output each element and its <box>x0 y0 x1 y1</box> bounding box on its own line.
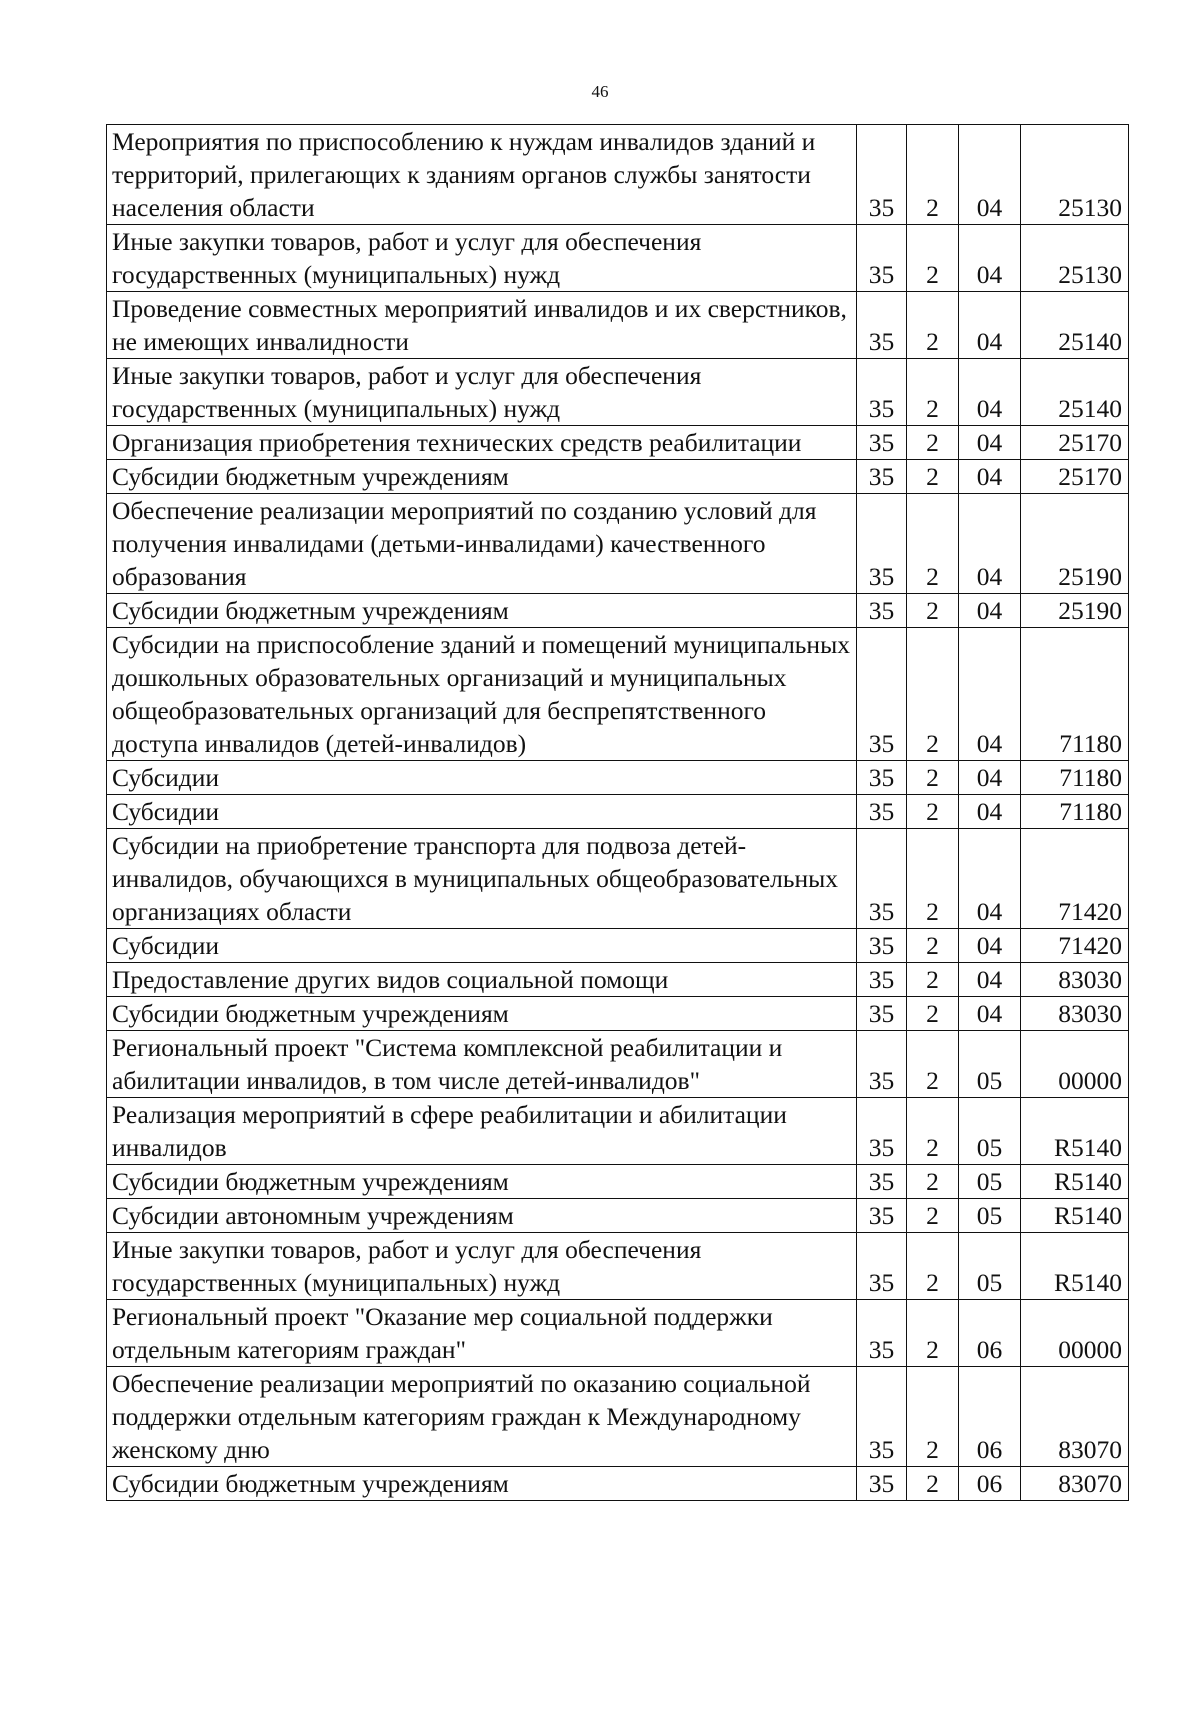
table-row <box>107 1367 1129 1467</box>
row-subsection-cell: 2 <box>907 1199 959 1233</box>
row-group-cell: 04 <box>959 292 1021 359</box>
row-code-cell: 71420 <box>1021 829 1129 929</box>
row-name-cell: Иные закупки товаров, работ и услуг для обеспечения государственных (муниципальных) нужд <box>107 359 857 426</box>
row-name-cell: Мероприятия по приспособлению к нуждам инвалидов зданий и территорий, прилегающих к зданиям органов службы занятости населения области <box>107 125 857 225</box>
row-code-cell: 71180 <box>1021 795 1129 829</box>
row-name-cell: Организация приобретения технических средств реабилитации <box>107 426 857 460</box>
row-name-cell: Субсидии бюджетным учреждениям <box>107 594 857 628</box>
row-code-cell: 71180 <box>1021 761 1129 795</box>
row-group-cell: 04 <box>959 594 1021 628</box>
row-subsection-cell: 2 <box>907 125 959 225</box>
row-subsection-cell: 2 <box>907 225 959 292</box>
table-row <box>107 963 1129 997</box>
row-subsection-cell: 2 <box>907 460 959 494</box>
row-subsection-cell: 2 <box>907 929 959 963</box>
row-code-cell: 25170 <box>1021 460 1129 494</box>
row-subsection-cell: 2 <box>907 426 959 460</box>
row-section-cell: 35 <box>857 460 907 494</box>
table-row <box>107 1467 1129 1501</box>
row-name-cell: Предоставление других видов социальной помощи <box>107 963 857 997</box>
row-section-cell: 35 <box>857 1098 907 1165</box>
row-group-cell: 06 <box>959 1367 1021 1467</box>
row-section-cell: 35 <box>857 1367 907 1467</box>
row-name-cell: Обеспечение реализации мероприятий по созданию условий для получения инвалидами (детьми-инвалидами) качественного образования <box>107 494 857 594</box>
table-row <box>107 997 1129 1031</box>
row-section-cell: 35 <box>857 292 907 359</box>
row-subsection-cell: 2 <box>907 1233 959 1300</box>
row-group-cell: 04 <box>959 225 1021 292</box>
table-row <box>107 1199 1129 1233</box>
row-name-cell: Проведение совместных мероприятий инвалидов и их сверстников, не имеющих инвалидности <box>107 292 857 359</box>
row-section-cell: 35 <box>857 761 907 795</box>
table-row <box>107 359 1129 426</box>
row-group-cell: 06 <box>959 1467 1021 1501</box>
row-section-cell: 35 <box>857 829 907 929</box>
row-name-cell: Субсидии бюджетным учреждениям <box>107 997 857 1031</box>
row-name-cell: Субсидии бюджетным учреждениям <box>107 1467 857 1501</box>
row-code-cell: 25130 <box>1021 125 1129 225</box>
row-code-cell: 25130 <box>1021 225 1129 292</box>
row-group-cell: 04 <box>959 628 1021 761</box>
row-code-cell: 71180 <box>1021 628 1129 761</box>
row-section-cell: 35 <box>857 1300 907 1367</box>
row-code-cell: 25140 <box>1021 359 1129 426</box>
row-group-cell: 04 <box>959 494 1021 594</box>
row-name-cell: Реализация мероприятий в сфере реабилитации и абилитации инвалидов <box>107 1098 857 1165</box>
row-subsection-cell: 2 <box>907 494 959 594</box>
row-name-cell: Субсидии автономным учреждениям <box>107 1199 857 1233</box>
row-group-cell: 04 <box>959 359 1021 426</box>
row-group-cell: 05 <box>959 1199 1021 1233</box>
row-subsection-cell: 2 <box>907 795 959 829</box>
row-code-cell: R5140 <box>1021 1165 1129 1199</box>
row-section-cell: 35 <box>857 1199 907 1233</box>
table-row <box>107 1031 1129 1098</box>
row-code-cell: 25190 <box>1021 494 1129 594</box>
row-section-cell: 35 <box>857 125 907 225</box>
row-section-cell: 35 <box>857 359 907 426</box>
table-row <box>107 829 1129 929</box>
row-code-cell: R5140 <box>1021 1233 1129 1300</box>
budget-table <box>106 124 1129 1501</box>
row-section-cell: 35 <box>857 1165 907 1199</box>
row-section-cell: 35 <box>857 795 907 829</box>
row-name-cell: Субсидии на приспособление зданий и помещений муниципальных дошкольных образовательных организаций и муниципальных общеобразовательных организаций для беспрепятственного доступа инвалидов (детей-инвалидов) <box>107 628 857 761</box>
row-group-cell: 05 <box>959 1233 1021 1300</box>
row-code-cell: R5140 <box>1021 1098 1129 1165</box>
row-section-cell: 35 <box>857 426 907 460</box>
table-row <box>107 929 1129 963</box>
row-section-cell: 35 <box>857 594 907 628</box>
row-group-cell: 04 <box>959 795 1021 829</box>
row-name-cell: Субсидии <box>107 795 857 829</box>
table-row <box>107 795 1129 829</box>
row-section-cell: 35 <box>857 494 907 594</box>
budget-table-body <box>107 125 1129 1501</box>
row-group-cell: 04 <box>959 829 1021 929</box>
row-code-cell: R5140 <box>1021 1199 1129 1233</box>
row-group-cell: 04 <box>959 963 1021 997</box>
row-subsection-cell: 2 <box>907 1467 959 1501</box>
row-name-cell: Субсидии <box>107 929 857 963</box>
row-group-cell: 04 <box>959 125 1021 225</box>
table-row <box>107 225 1129 292</box>
row-subsection-cell: 2 <box>907 1367 959 1467</box>
table-row <box>107 1233 1129 1300</box>
row-code-cell: 83070 <box>1021 1367 1129 1467</box>
row-code-cell: 83030 <box>1021 963 1129 997</box>
row-subsection-cell: 2 <box>907 761 959 795</box>
row-group-cell: 04 <box>959 929 1021 963</box>
row-group-cell: 05 <box>959 1031 1021 1098</box>
row-section-cell: 35 <box>857 1031 907 1098</box>
row-name-cell: Субсидии на приобретение транспорта для подвоза детей-инвалидов, обучающихся в муниципальных общеобразовательных организациях области <box>107 829 857 929</box>
row-section-cell: 35 <box>857 997 907 1031</box>
row-subsection-cell: 2 <box>907 1165 959 1199</box>
row-subsection-cell: 2 <box>907 963 959 997</box>
row-subsection-cell: 2 <box>907 292 959 359</box>
table-row <box>107 494 1129 594</box>
row-name-cell: Обеспечение реализации мероприятий по оказанию социальной поддержки отдельным категориям граждан к Международному женскому дню <box>107 1367 857 1467</box>
table-row <box>107 1165 1129 1199</box>
page-number: 46 <box>591 82 609 101</box>
table-row <box>107 761 1129 795</box>
row-group-cell: 05 <box>959 1098 1021 1165</box>
row-subsection-cell: 2 <box>907 1098 959 1165</box>
row-code-cell: 25140 <box>1021 292 1129 359</box>
row-code-cell: 83070 <box>1021 1467 1129 1501</box>
row-name-cell: Иные закупки товаров, работ и услуг для обеспечения государственных (муниципальных) нужд <box>107 1233 857 1300</box>
row-group-cell: 04 <box>959 426 1021 460</box>
row-group-cell: 04 <box>959 761 1021 795</box>
row-code-cell: 71420 <box>1021 929 1129 963</box>
table-row <box>107 125 1129 225</box>
row-section-cell: 35 <box>857 628 907 761</box>
row-group-cell: 04 <box>959 997 1021 1031</box>
row-group-cell: 05 <box>959 1165 1021 1199</box>
row-name-cell: Региональный проект "Система комплексной реабилитации и абилитации инвалидов, в том числе детей-инвалидов" <box>107 1031 857 1098</box>
row-subsection-cell: 2 <box>907 1300 959 1367</box>
row-name-cell: Региональный проект "Оказание мер социальной поддержки отдельным категориям граждан" <box>107 1300 857 1367</box>
row-code-cell: 00000 <box>1021 1300 1129 1367</box>
row-subsection-cell: 2 <box>907 359 959 426</box>
row-code-cell: 25190 <box>1021 594 1129 628</box>
row-subsection-cell: 2 <box>907 1031 959 1098</box>
table-row <box>107 594 1129 628</box>
row-name-cell: Субсидии бюджетным учреждениям <box>107 1165 857 1199</box>
row-subsection-cell: 2 <box>907 594 959 628</box>
row-section-cell: 35 <box>857 1467 907 1501</box>
row-section-cell: 35 <box>857 929 907 963</box>
row-subsection-cell: 2 <box>907 829 959 929</box>
table-row <box>107 460 1129 494</box>
row-name-cell: Субсидии бюджетным учреждениям <box>107 460 857 494</box>
table-row <box>107 628 1129 761</box>
row-code-cell: 00000 <box>1021 1031 1129 1098</box>
table-row <box>107 426 1129 460</box>
table-row <box>107 1098 1129 1165</box>
row-code-cell: 83030 <box>1021 997 1129 1031</box>
row-subsection-cell: 2 <box>907 997 959 1031</box>
row-section-cell: 35 <box>857 225 907 292</box>
row-group-cell: 04 <box>959 460 1021 494</box>
row-section-cell: 35 <box>857 1233 907 1300</box>
row-subsection-cell: 2 <box>907 628 959 761</box>
row-section-cell: 35 <box>857 963 907 997</box>
row-code-cell: 25170 <box>1021 426 1129 460</box>
row-name-cell: Иные закупки товаров, работ и услуг для обеспечения государственных (муниципальных) нужд <box>107 225 857 292</box>
row-name-cell: Субсидии <box>107 761 857 795</box>
table-row <box>107 1300 1129 1367</box>
row-group-cell: 06 <box>959 1300 1021 1367</box>
table-row <box>107 292 1129 359</box>
